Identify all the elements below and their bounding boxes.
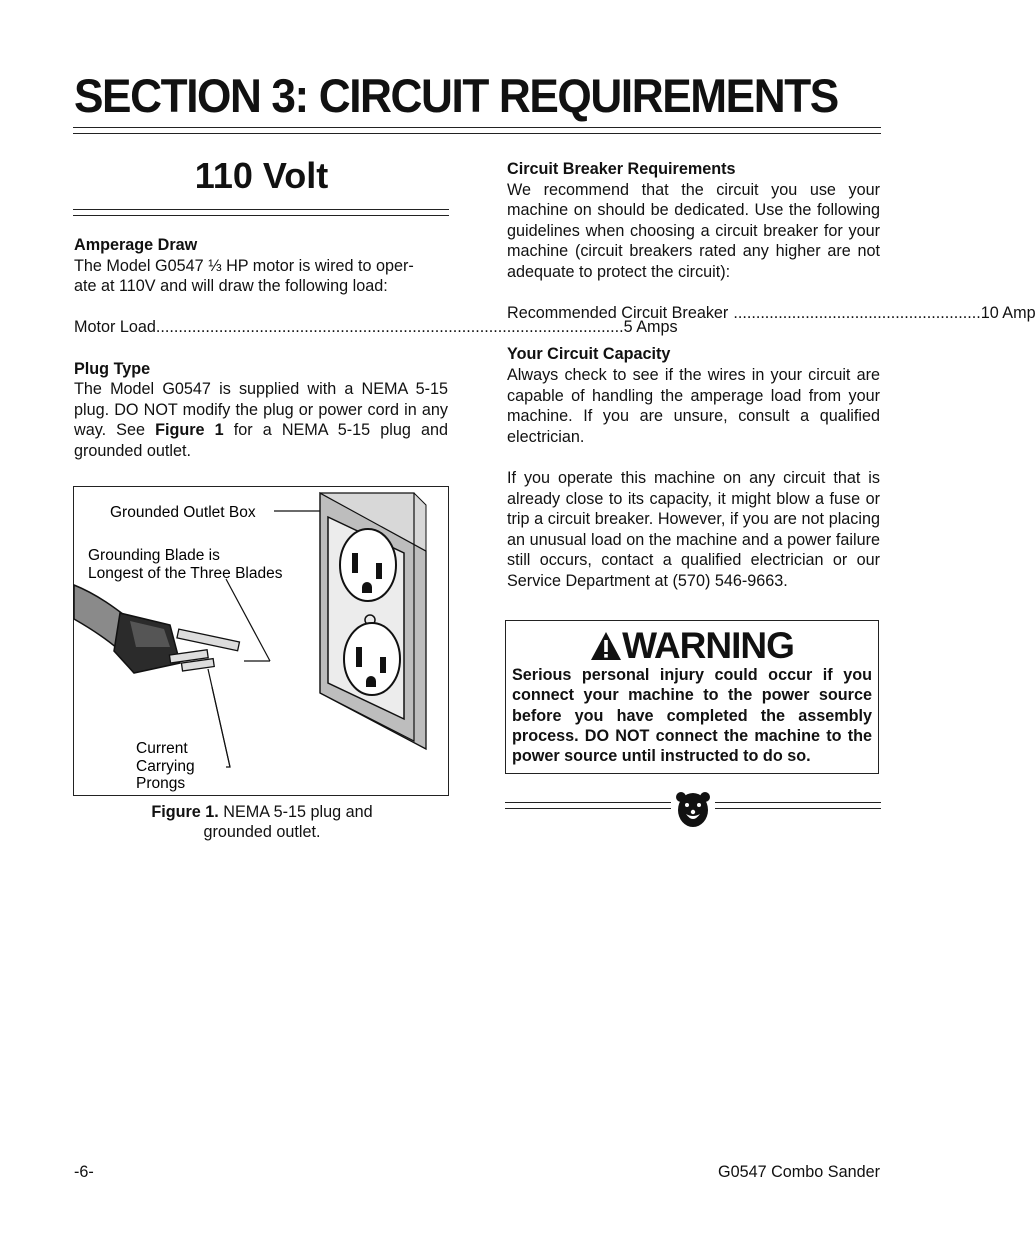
motor-load-value: 5 Amps (623, 318, 678, 337)
caption-figure-number: Figure 1. (151, 803, 219, 821)
warning-triangle-icon (590, 631, 622, 661)
amperage-line-1: The Model G0547 ⅓ HP motor is wired to oper- (74, 256, 414, 275)
subsection-title: 110 Volt (194, 155, 329, 196)
leader-dots: ....................................................... (733, 304, 981, 323)
amperage-line-2: ate at 110V and will draw the following load: (74, 277, 388, 296)
breaker-spec-value: 10 Amp (980, 304, 1036, 323)
breaker-spec (507, 303, 1036, 324)
title-divider (73, 127, 881, 134)
figure-plug-outlet (73, 486, 449, 796)
plug-heading: Plug Type (74, 359, 151, 378)
label-current-line-2: Carrying (136, 758, 195, 775)
plug-text-after: for a NEMA 5-15 plug and grounded outlet. (74, 421, 448, 460)
capacity-heading: Your Circuit Capacity (507, 345, 671, 364)
breaker-paragraph: We recommend that the circuit you use your machine on should be dedicated. Use the following guidelines when choosing a circuit breaker for your machine (circuit breakers rated any higher are not adequate to protect the circuit): (507, 180, 880, 281)
label-current-line-1: Current (136, 740, 188, 757)
section-title: SECTION 3: CIRCUIT REQUIREMENTS (74, 69, 838, 122)
figure-reference: Figure 1 (155, 421, 224, 440)
caption-line-2: grounded outlet. (203, 823, 321, 841)
label-outlet-box: Grounded Outlet Box (110, 504, 256, 521)
motor-load-spec (74, 317, 678, 338)
caption-line-1: NEMA 5-15 plug and (218, 803, 373, 821)
plug-paragraph (74, 379, 448, 461)
section-end-divider (505, 786, 881, 832)
amperage-heading: Amperage Draw (74, 236, 198, 254)
label-grounding-line-1: Grounding Blade is (88, 547, 220, 564)
grounding-blade (177, 629, 240, 651)
footer-product: G0547 Combo Sander (718, 1163, 880, 1181)
warning-title: WARNING (622, 625, 794, 666)
plug-text-before: The Model G0547 is supplied with a NEMA 5-15 plug. DO NOT modify the plug or power cord in any way. See (74, 380, 448, 440)
capacity-paragraph-1: Always check to see if the wires in your circuit are capable of handling the amperage load from your machine. If you are unsure, consult a qualified electrician. (507, 365, 880, 446)
breaker-heading: Circuit Breaker Requirements (507, 160, 736, 178)
warning-box (505, 620, 879, 774)
warning-text: Serious personal injury could occur if you connect your machine to the power source before you have completed the assembly process. DO NOT connect the machine to the power source until instructed to do so. (512, 666, 872, 766)
right-column (507, 159, 1036, 591)
leader-dots: ........................................................................................................ (155, 318, 624, 337)
plug-outlet-illustration (74, 487, 448, 795)
page-number: -6- (74, 1163, 94, 1181)
receptacle-lower (344, 623, 400, 695)
label-current-line-3: Prongs (136, 775, 186, 792)
motor-load-label: Motor Load (74, 318, 156, 337)
receptacle-upper (340, 529, 396, 601)
subsection-divider (73, 209, 449, 216)
figure-caption (74, 802, 450, 842)
label-grounding-line-2: Longest of the Three Blades (88, 565, 283, 582)
breaker-spec-label: Recommended Circuit Breaker (507, 304, 729, 323)
warning-header (506, 625, 878, 667)
capacity-paragraph-2: If you operate this machine on any circuit that is already close to its capacity, it might blow a fuse or trip a circuit breaker. However, if you are not placing an unusual load on the machine and a power failure still occurs, contact a qualified electrician or our Service Department at (570) 546-9663. (507, 468, 880, 590)
bear-logo-icon (673, 790, 713, 830)
